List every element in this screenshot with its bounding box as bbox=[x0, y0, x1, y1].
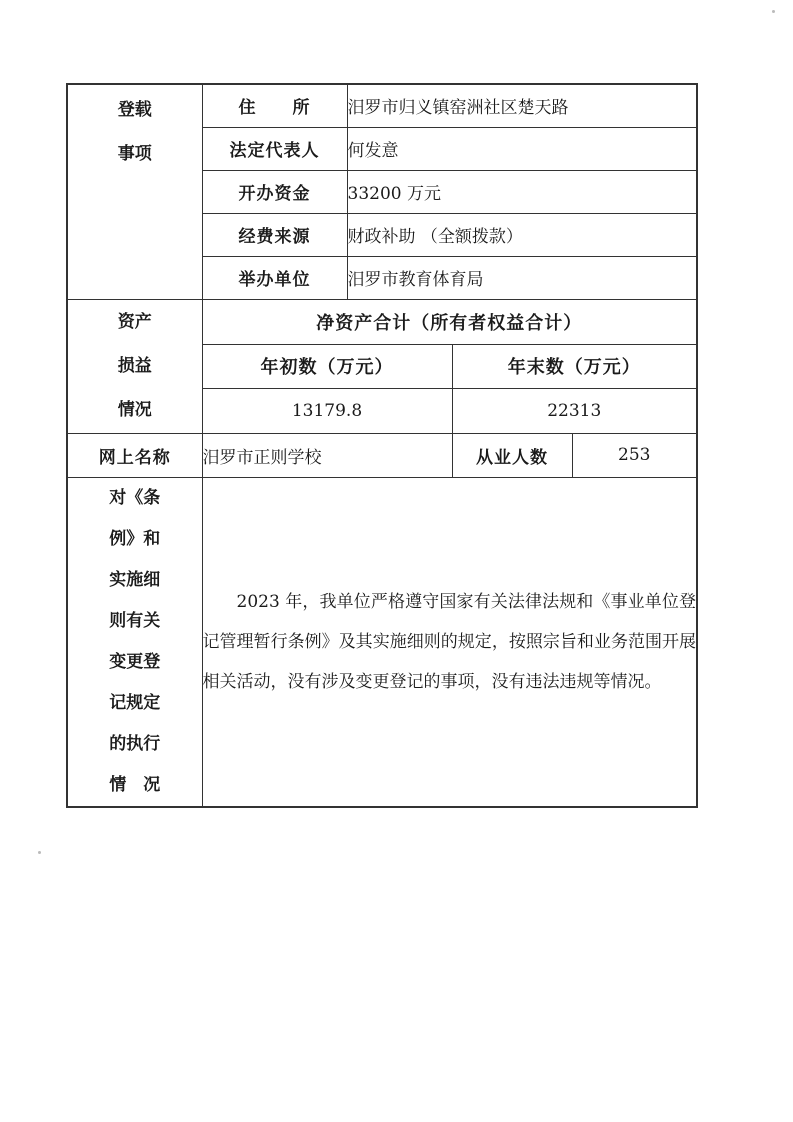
registration-group-label bbox=[67, 84, 202, 299]
assets-group-label-line3: 情况 bbox=[117, 400, 152, 420]
compliance-label-line5: 变更登 bbox=[109, 651, 161, 672]
compliance-statement-text: 2023 年，我单位严格遵守国家有关法律法规和《事业单位登记管理暂行条例》及其实施细则的规定，按照宗旨和业务范围开展相关活动，没有涉及变更登记的事项，没有违法违规等情况。 bbox=[202, 591, 697, 692]
sponsor-value: 汨罗市教育体育局 bbox=[347, 256, 697, 299]
legal-rep-value: 何发意 bbox=[347, 127, 697, 170]
online-name-label: 网上名称 bbox=[67, 433, 202, 477]
start-of-year-label: 年初数（万元） bbox=[202, 344, 452, 388]
compliance-label-line3: 实施细 bbox=[109, 569, 161, 590]
sponsor-label: 举办单位 bbox=[202, 256, 347, 299]
capital-value: 33200 万元 bbox=[347, 170, 697, 213]
staff-count-label: 从业人数 bbox=[452, 433, 572, 477]
scan-speck bbox=[38, 851, 41, 854]
compliance-label-line8: 情 况 bbox=[109, 774, 161, 795]
assets-group-label-line1: 资产 bbox=[117, 312, 152, 332]
start-of-year-value: 13179.8 bbox=[202, 388, 452, 433]
row-address bbox=[67, 84, 697, 127]
compliance-label-line4: 则有关 bbox=[109, 610, 161, 631]
funding-source-label: 经费来源 bbox=[202, 213, 347, 256]
address-value: 汨罗市归义镇窑洲社区楚天路 bbox=[347, 84, 697, 127]
legal-rep-label: 法定代表人 bbox=[202, 127, 347, 170]
net-assets-header: 净资产合计（所有者权益合计） bbox=[202, 299, 697, 344]
compliance-label-line2: 例》和 bbox=[109, 528, 161, 549]
staff-count-value: 253 bbox=[572, 433, 697, 477]
registration-form-table bbox=[66, 83, 698, 808]
registration-group-label-line2: 事项 bbox=[117, 144, 152, 164]
compliance-label-line1: 对《条 bbox=[109, 487, 161, 508]
compliance-label-line6: 记规定 bbox=[109, 692, 161, 713]
assets-group-label-line2: 损益 bbox=[117, 356, 152, 376]
capital-label: 开办资金 bbox=[202, 170, 347, 213]
address-label: 住 所 bbox=[202, 84, 347, 127]
row-online-name bbox=[67, 433, 697, 477]
end-of-year-label: 年末数（万元） bbox=[452, 344, 697, 388]
funding-source-value: 财政补助 （全额拨款） bbox=[347, 213, 697, 256]
registration-group-label-line1: 登载 bbox=[117, 100, 152, 120]
scan-speck bbox=[772, 10, 775, 13]
online-name-value: 汨罗市正则学校 bbox=[202, 433, 452, 477]
assets-group-label bbox=[67, 299, 202, 433]
compliance-statement bbox=[202, 477, 697, 807]
row-assets-header bbox=[67, 299, 697, 344]
row-compliance bbox=[67, 477, 697, 807]
end-of-year-value: 22313 bbox=[452, 388, 697, 433]
compliance-label bbox=[67, 477, 202, 807]
compliance-label-line7: 的执行 bbox=[109, 733, 161, 754]
